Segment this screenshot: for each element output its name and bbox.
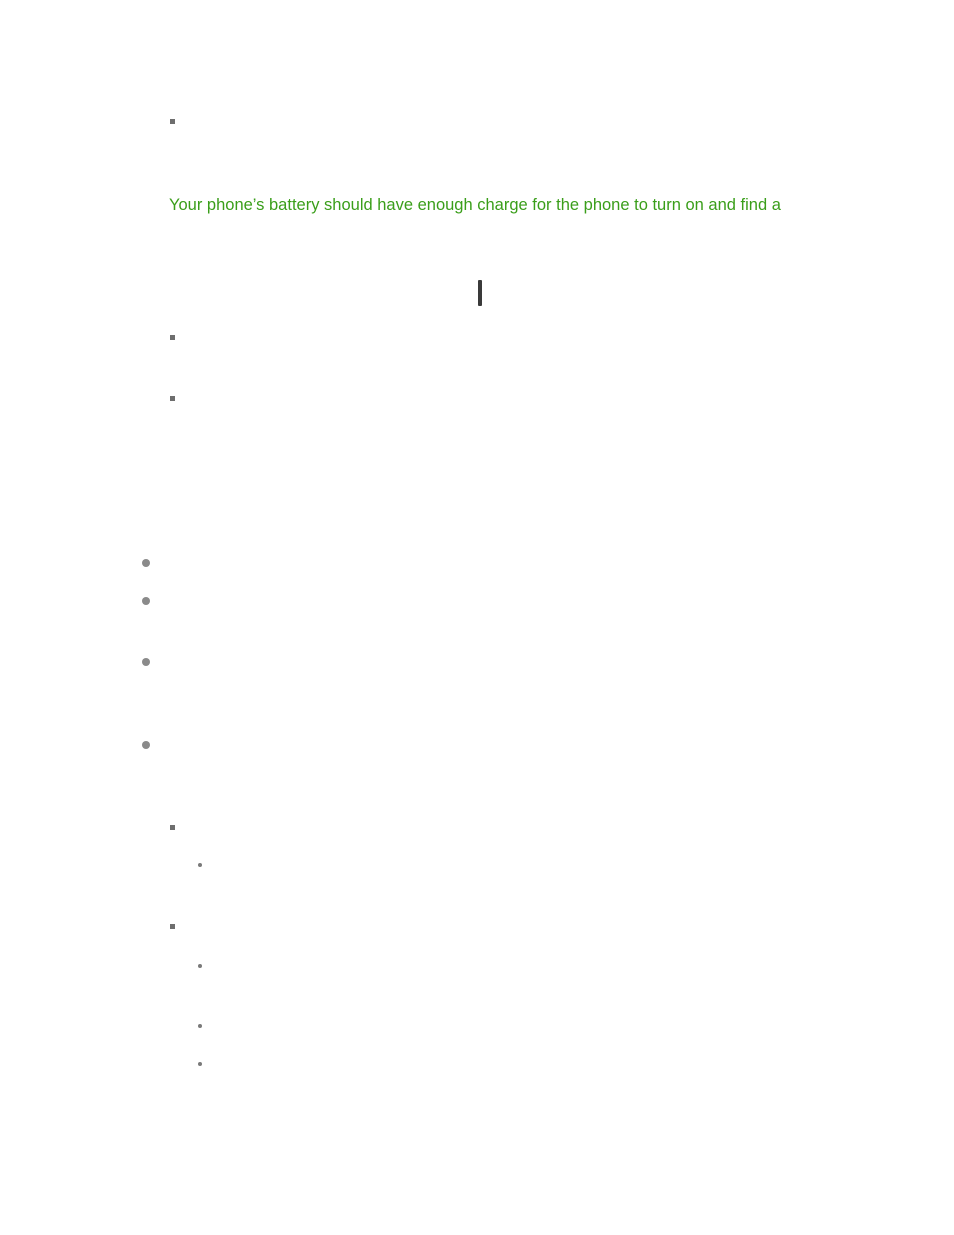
small-disc-bullet-icon	[198, 1062, 202, 1066]
text-cursor-icon	[478, 280, 482, 306]
disc-bullet-icon	[142, 741, 150, 749]
square-bullet-icon	[170, 924, 175, 929]
small-disc-bullet-icon	[198, 863, 202, 867]
disc-bullet-icon	[142, 658, 150, 666]
square-bullet-icon	[170, 335, 175, 340]
square-bullet-icon	[170, 396, 175, 401]
disc-bullet-icon	[142, 559, 150, 567]
battery-note: Your phone’s battery should have enough charge for the phone to turn on and find a	[169, 196, 781, 214]
square-bullet-icon	[170, 119, 175, 124]
small-disc-bullet-icon	[198, 964, 202, 968]
disc-bullet-icon	[142, 597, 150, 605]
small-disc-bullet-icon	[198, 1024, 202, 1028]
square-bullet-icon	[170, 825, 175, 830]
